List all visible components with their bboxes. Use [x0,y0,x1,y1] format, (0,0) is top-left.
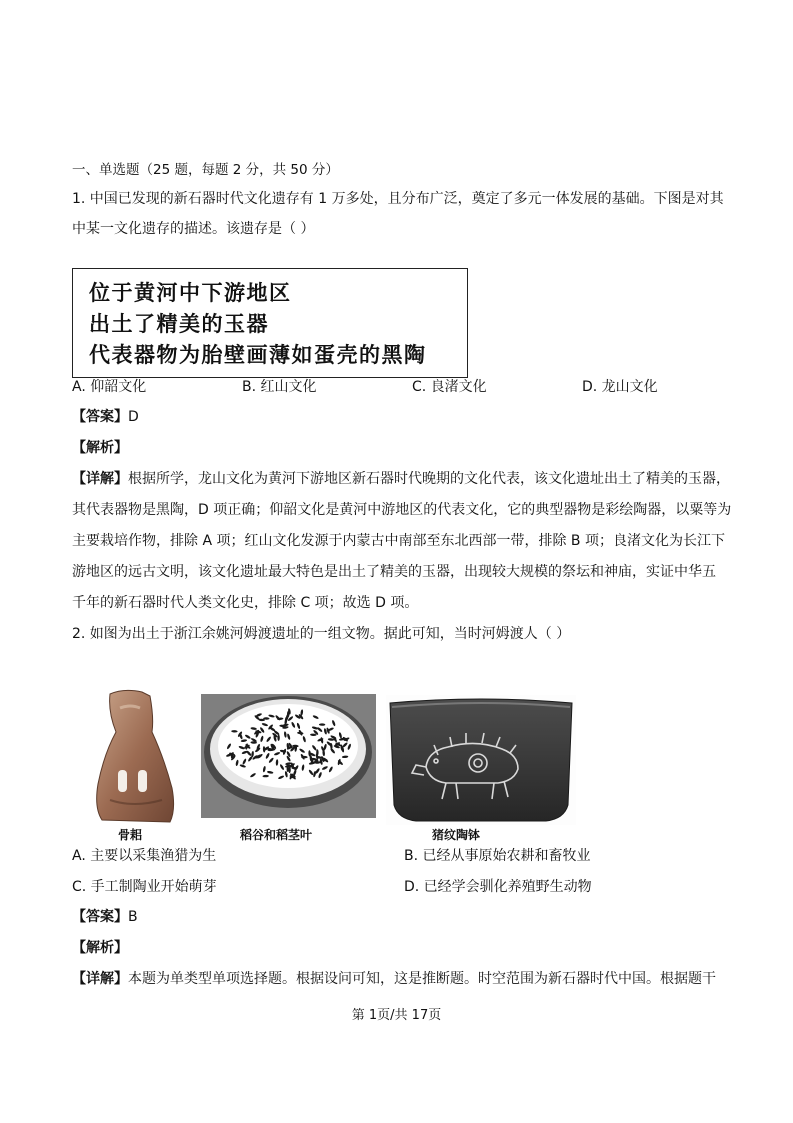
q2-analysis-label: 【解析】 [72,940,128,956]
q1-detail-line: 千年的新石器时代人类文化史，排除 C 项；故选 D 项。 [72,595,419,611]
detail-label: 【详解】 [72,471,128,487]
q1-description-box [72,268,468,378]
caption-bone-spade: 骨耜 [118,828,143,842]
q1-box-line: 出土了精美的玉器 [89,311,269,336]
q1-detail-line: 主要栽培作物，排除 A 项；红山文化发源于内蒙古中南部至东北西部一带，排除 B 项；良渚文化为长江下 [72,533,725,549]
caption-rice: 稻谷和稻茎叶 [240,828,313,842]
q1-option-c[interactable]: C. 良渚文化 [412,379,487,395]
q1-stem-line1: 1. 中国已发现的新石器时代文化遗存有 1 万多处，且分布广泛，奠定了多元一体发展的基础。下图是对其 [72,191,724,207]
q1-option-b[interactable]: B. 红山文化 [242,379,317,395]
pig-pottery-image [386,695,576,825]
q1-answer [72,407,139,427]
q1-detail-line [72,469,730,489]
answer-value: B [128,909,138,925]
answer-value: D [128,409,139,425]
q1-option-d[interactable]: D. 龙山文化 [582,379,658,395]
detail-label: 【详解】 [72,971,128,987]
detail-text: 根据所学，龙山文化为黄河下游地区新石器时代晚期的文化代表，该文化遗址出土了精美的玉器， [128,471,730,487]
page-footer: 第 1页/共 17页 [351,1008,442,1023]
q2-option-d[interactable]: D. 已经学会驯化养殖野生动物 [404,879,592,895]
bone-spade-image [80,688,188,828]
q2-stem-line1: 2. 如图为出土于浙江余姚河姆渡遗址的一组文物。据此可知，当时河姆渡人（ ） [72,626,571,642]
q2-detail-line [72,969,716,989]
q1-box-line: 位于黄河中下游地区 [89,280,292,305]
q1-option-a[interactable]: A. 仰韶文化 [72,379,147,395]
q2-option-c[interactable]: C. 手工制陶业开始萌芽 [72,879,217,895]
q1-box-line: 代表器物为胎壁画薄如蛋壳的黑陶 [89,342,427,367]
q1-analysis-label: 【解析】 [72,440,128,456]
q1-detail-line: 游地区的远古文明，该文化遗址最大特色是出土了精美的玉器，出现较大规模的祭坛和神庙，实证中华五 [72,564,716,580]
q2-option-a[interactable]: A. 主要以采集渔猎为生 [72,848,217,864]
q1-detail-line: 其代表器物是黑陶，D 项正确；仰韶文化是黄河中游地区的代表文化，它的典型器物是彩绘陶器，以粟等为 [72,502,732,518]
answer-label: 【答案】 [72,909,128,925]
answer-label: 【答案】 [72,409,128,425]
caption-pig-pottery: 猪纹陶钵 [432,828,481,842]
detail-text: 本题为单类型单项选择题。根据设问可知，这是推断题。时空范围为新石器时代中国。根据题干 [128,971,716,987]
section-header: 一、单选题（25 题，每题 2 分，共 50 分） [72,162,339,178]
q2-option-b[interactable]: B. 已经从事原始农耕和畜牧业 [404,848,591,864]
q2-answer [72,907,138,927]
rice-grain-image [201,694,376,818]
q1-stem-line2: 中某一文化遗存的描述。该遗存是（ ） [72,221,315,237]
